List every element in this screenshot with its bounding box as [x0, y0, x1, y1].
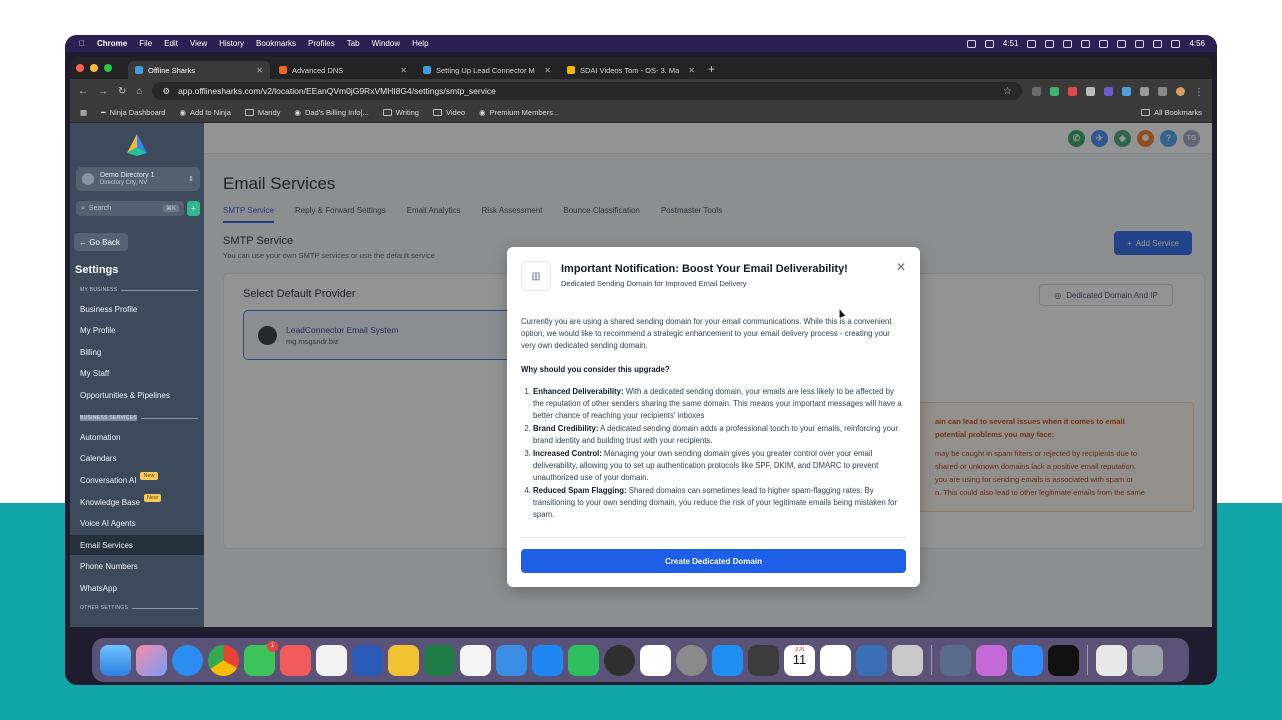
sidebar-item-knowledge-base[interactable] [70, 492, 204, 512]
obs-icon[interactable] [604, 645, 635, 676]
modal-question: Why should you consider this upgrade? [521, 365, 670, 374]
modal-intro: Currently you are using a shared sending domain for your email communications. While this is a convenient option, we would like to recommend a strategic enhancement to your email delivery process - creating your very own dedicated sending domain. [521, 317, 892, 350]
textedit-icon[interactable] [460, 645, 491, 676]
desktop-window [65, 35, 1217, 685]
app-logo-icon [124, 133, 150, 157]
bookmark-icon: ◉ [294, 108, 301, 117]
sidebar-item-label: Conversation AI [80, 475, 137, 485]
dock-separator [1087, 645, 1088, 675]
apple-icon[interactable] [79, 39, 85, 48]
menu-edit[interactable]: Edit [158, 39, 172, 48]
browser-tab[interactable] [128, 61, 270, 79]
folder-icon [433, 109, 442, 116]
sidebar-item-voice-ai-agents[interactable] [70, 513, 204, 533]
sidebar-item-phone-numbers[interactable] [70, 556, 204, 576]
sidebar-item-billing[interactable] [70, 342, 204, 362]
bookmark-item[interactable] [179, 108, 230, 117]
tab-strip [70, 57, 1212, 79]
extension-icon[interactable] [1068, 87, 1077, 96]
bookmark-star-icon[interactable]: ☆ [1003, 85, 1012, 97]
close-tab-icon[interactable]: ✕ [544, 65, 551, 75]
modal-divider [521, 537, 906, 538]
search-input[interactable] [76, 201, 184, 216]
bookmark-item[interactable] [294, 108, 368, 117]
bookmark-label: Premium Members... [489, 108, 560, 117]
menu-view[interactable]: View [183, 39, 202, 48]
bookmark-icon: ◉ [479, 108, 486, 117]
sidebar-item-my-staff[interactable] [70, 363, 204, 383]
new-badge: New [144, 494, 161, 502]
zoom-window-button[interactable] [104, 64, 112, 72]
bookmark-label: Writing [395, 108, 419, 117]
search-placeholder: Search [88, 205, 112, 212]
slack-icon[interactable] [640, 645, 671, 676]
sidebar-item-label: Billing [80, 347, 102, 357]
chrome-menu-icon[interactable]: ⋮ [1194, 86, 1204, 98]
sidebar-item-opportunities[interactable] [70, 385, 204, 405]
control-center-icon[interactable] [1171, 40, 1180, 48]
app-icon[interactable] [316, 645, 347, 676]
excel-icon[interactable] [424, 645, 455, 676]
status-icon[interactable] [985, 40, 994, 48]
sidebar [70, 123, 204, 627]
sidebar-item-label: My Profile [80, 325, 116, 335]
location-switcher[interactable] [76, 167, 200, 191]
forward-icon[interactable]: → [98, 85, 108, 97]
create-dedicated-domain-button[interactable]: Create Dedicated Domain [521, 549, 906, 573]
close-tab-icon[interactable]: ✕ [400, 65, 407, 75]
location-avatar [82, 173, 94, 185]
sidebar-item-label: Calendars [80, 453, 117, 463]
location-subtitle: Directory City, NV [100, 180, 148, 186]
building-icon: ▥ [521, 261, 551, 291]
app-icon[interactable] [748, 645, 779, 676]
trash-icon[interactable] [1132, 645, 1163, 676]
chrome-icon[interactable] [208, 645, 239, 676]
new-tab-button[interactable]: + [708, 62, 716, 76]
browser-tab[interactable] [560, 61, 702, 79]
sidebar-item-label: Email Services [80, 540, 133, 550]
folder-icon [383, 109, 392, 116]
menu-bookmarks[interactable]: Bookmarks [250, 39, 291, 48]
sidebar-item-label: Knowledge Base [80, 497, 141, 507]
documents-stack-icon[interactable] [1096, 645, 1127, 676]
messages-icon[interactable] [244, 642, 275, 676]
tab-favicon-icon [135, 66, 143, 74]
app-store-icon[interactable] [532, 645, 563, 676]
apps-grid-icon[interactable]: ▦ [80, 108, 88, 117]
battery-icon[interactable] [1153, 40, 1162, 48]
extension-icon[interactable] [1122, 87, 1131, 96]
app-icon[interactable] [820, 645, 851, 676]
tab-favicon-icon [567, 66, 575, 74]
sidebar-item-conversation-ai[interactable] [70, 470, 204, 490]
search-icon[interactable] [1117, 40, 1126, 48]
bookmark-label: Add to Ninja [190, 108, 231, 117]
system-settings-icon[interactable] [676, 645, 707, 676]
sidebar-item-label: WhatsApp [80, 583, 117, 593]
close-window-button[interactable] [76, 64, 84, 72]
section-label-business [80, 287, 198, 293]
status-icon[interactable] [1045, 40, 1054, 48]
skype-icon[interactable] [712, 645, 743, 676]
asana-icon[interactable] [280, 645, 311, 676]
zoom-icon[interactable] [1012, 645, 1043, 676]
app-icon[interactable] [388, 645, 419, 676]
reload-icon[interactable]: ↻ [118, 85, 127, 97]
bookmark-folder[interactable] [245, 108, 281, 117]
address-bar[interactable] [152, 82, 1022, 100]
app-icon[interactable] [856, 645, 887, 676]
sidebar-item-label: My Staff [80, 368, 110, 378]
sidebar-item-label: Voice AI Agents [80, 518, 136, 528]
folder-icon [245, 109, 254, 116]
close-tab-icon[interactable]: ✕ [688, 65, 695, 75]
bookmark-label: All Bookmarks [1154, 108, 1202, 117]
menu-chrome[interactable]: Chrome [91, 39, 122, 48]
app-icon[interactable] [976, 645, 1007, 676]
calendar-month: JUN [794, 646, 805, 653]
bookmark-folder[interactable] [433, 108, 465, 117]
list-item [533, 386, 906, 422]
status-icon[interactable] [1081, 40, 1090, 48]
tab-title: Advanced DNS [292, 65, 344, 75]
chevron-updown-icon: ⇕ [188, 176, 194, 183]
location-name: Demo Directory 1 [100, 172, 155, 179]
tab-favicon-icon [279, 66, 287, 74]
bookmark-item[interactable] [479, 108, 559, 117]
benefit-text: With a dedicated sending domain, your emails are less likely to be affected by the reputation of other senders sharing the same domain. This means your important messages will have a better chance of reaching your recipients' inboxes [533, 387, 902, 420]
home-icon[interactable]: ⌂ [136, 85, 143, 97]
modal-body [521, 316, 906, 522]
keynote-icon[interactable] [496, 645, 527, 676]
timer-readout[interactable]: 4:51 [1002, 39, 1019, 48]
go-back-button[interactable]: ← Go Back [74, 233, 128, 251]
sidebar-item-business-profile[interactable] [70, 299, 204, 319]
sidebar-item-automation[interactable] [70, 427, 204, 447]
bookmark-icon: ◉ [179, 108, 187, 117]
app-icon[interactable] [892, 645, 923, 676]
sidebar-item-whatsapp[interactable] [70, 578, 204, 598]
tab-favicon-icon [423, 66, 431, 74]
bookmark-folder[interactable] [383, 108, 419, 117]
back-icon[interactable]: ← [78, 85, 88, 97]
close-tab-icon[interactable]: ✕ [256, 65, 263, 75]
extension-icon[interactable] [1104, 87, 1113, 96]
bookmark-label: Video [445, 108, 466, 117]
browser-tab[interactable] [272, 61, 414, 79]
section-label-text: MY BUSINESS [80, 287, 118, 293]
status-icon[interactable] [1099, 40, 1108, 48]
deliverability-modal [507, 247, 920, 587]
calendar-day: 11 [792, 651, 807, 667]
list-item [533, 485, 906, 521]
menu-tab[interactable]: Tab [340, 39, 354, 48]
modal-subtitle: Dedicated Sending Domain for Improved Email Delivery [561, 279, 747, 288]
section-label-text: OTHER SETTINGS [80, 605, 129, 611]
browser-tab[interactable] [416, 61, 558, 79]
sidebar-item-label: Opportunities & Pipelines [80, 390, 170, 400]
sidebar-item-email-services[interactable] [70, 535, 204, 555]
capcut-icon[interactable] [1048, 645, 1079, 676]
search-icon: ⌕ [81, 204, 85, 212]
menu-file[interactable]: File [133, 39, 147, 48]
notification-badge: 1 [267, 641, 278, 652]
keyboard-shortcut-badge: ⌘K [163, 205, 179, 212]
profile-avatar[interactable] [1176, 87, 1185, 96]
bookmark-label: Mandy [257, 108, 281, 117]
wifi-icon[interactable] [1135, 40, 1144, 48]
tab-title: Offline Sharks [148, 65, 195, 75]
status-icon[interactable] [1027, 40, 1036, 48]
bookmark-icon: ━ [101, 108, 106, 117]
benefit-heading: Enhanced Deliverability: [533, 387, 624, 396]
tab-title: SDAI Videos Tom - OS- 3. Ma [580, 65, 680, 75]
menu-history[interactable]: History [213, 39, 239, 48]
minimize-window-button[interactable] [90, 64, 98, 72]
finder-icon[interactable] [100, 645, 131, 676]
extension-icon[interactable] [1050, 87, 1059, 96]
bookmark-label: Dad's Billing Info|... [304, 108, 369, 117]
list-item [533, 423, 906, 447]
window-controls [76, 57, 112, 79]
bookmark-label: Ninja Dashboard [109, 108, 166, 117]
benefit-heading: Brand Credibility: [533, 424, 599, 433]
evernote-icon[interactable] [568, 645, 599, 676]
site-info-icon[interactable]: ⚙ [162, 85, 171, 96]
menu-help[interactable]: Help [406, 39, 423, 48]
section-label-text: BUSINESS SERVICES [80, 415, 137, 421]
settings-heading: Settings [75, 264, 119, 276]
sidebar-item-label: Automation [80, 432, 121, 442]
macos-menu-bar [65, 35, 1217, 52]
folder-icon [1141, 109, 1150, 116]
all-bookmarks-folder[interactable] [1141, 108, 1202, 117]
side-panel-icon[interactable] [1158, 87, 1167, 96]
benefit-text: Shared domains can sometimes lead to higher spam-flagging rates. By transitioning to your own sending domain, you reduce the risk of your legitimate emails being mistaken for spam. [533, 486, 898, 519]
extension-icons [1032, 87, 1204, 96]
browser-window [70, 57, 1212, 627]
extension-icon[interactable] [1086, 87, 1095, 96]
benefit-heading: Reduced Spam Flagging: [533, 486, 627, 495]
menu-window[interactable]: Window [365, 39, 395, 48]
word-icon[interactable] [352, 645, 383, 676]
app-icon[interactable] [940, 645, 971, 676]
new-badge: New [140, 472, 157, 480]
macos-dock [92, 638, 1189, 682]
tab-title: Setting Up Lead Connector M [436, 65, 535, 75]
safari-icon[interactable] [172, 645, 203, 676]
close-icon[interactable]: ✕ [895, 260, 906, 274]
status-icon[interactable] [1063, 40, 1072, 48]
modal-title: Important Notification: Boost Your Email Deliverability! [561, 263, 848, 275]
sidebar-item-my-profile[interactable] [70, 320, 204, 340]
sidebar-item-label: Phone Numbers [80, 561, 138, 571]
menu-profiles[interactable]: Profiles [302, 39, 329, 48]
bookmarks-bar [70, 103, 1212, 123]
benefit-heading: Increased Control: [533, 449, 602, 458]
list-item [533, 448, 906, 484]
sidebar-item-calendars[interactable] [70, 448, 204, 468]
launchpad-icon[interactable] [136, 645, 167, 676]
benefit-text: Managing your own sending domain gives you greater control over your email deliverability, allowing you to set up authentication protocols like SPF, DKIM, and DMARC to prevent unauthorized use of your domain. [533, 449, 879, 482]
status-icons [967, 39, 1217, 48]
location-text [100, 172, 154, 186]
status-icon[interactable] [967, 40, 976, 48]
clock[interactable]: 4:56 [1189, 39, 1205, 48]
calendar-icon[interactable] [784, 645, 815, 676]
section-label-other [80, 605, 198, 611]
dock-separator [931, 645, 932, 675]
extension-icon[interactable] [1032, 87, 1041, 96]
quick-action-button[interactable]: + [187, 201, 200, 216]
sidebar-item-label: Business Profile [80, 304, 138, 314]
navigation-bar [70, 79, 1212, 103]
url-text: app.offlinesharks.com/v2/location/EEanQVm0jG9RxVMHI8G4/settings/smtp_service [178, 86, 496, 96]
benefit-text: A dedicated sending domain adds a professional touch to your emails, reinforcing your brand identity and building trust with your recipients. [533, 424, 898, 445]
section-label-services [80, 415, 198, 421]
benefits-list [521, 386, 906, 521]
extensions-puzzle-icon[interactable] [1140, 87, 1149, 96]
bookmark-item[interactable] [101, 108, 165, 117]
